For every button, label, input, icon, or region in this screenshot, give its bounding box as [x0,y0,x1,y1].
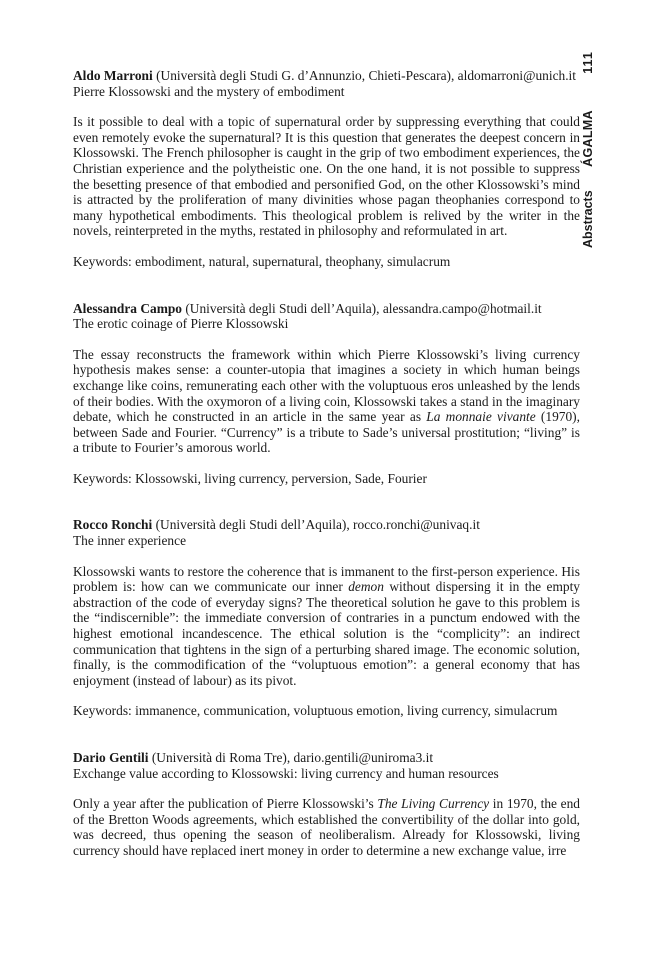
abstract-title: The inner experience [73,533,187,549]
abstract-text-part: without dispersing it in the empty abstraction of the code of everyday signs? The theoretical solution he gave to this problem is the “indiscernible”: the immediate conversion of contraries in a punctum endowed with the highest emotional incandescence. The ethical solution is the “complicity”: an indirect communication that tightens in the sign of a perturbing shared image. The economic solution, finally, is the commodification of the “voluptuous emotion”: a general economy that has enjoyment (instead of labour) as its pivot. [73,579,580,688]
abstract-text-part: Klossowski wants to restore the coherence that is immanent to the first-person experience. His problem is: how can we communicate our inner [73,563,580,595]
abstract-title: The erotic coinage of Pierre Klossowski [73,316,289,332]
author-name: Rocco Ronchi [73,517,153,533]
italic-term: demon [348,579,384,595]
author-line [73,68,580,84]
author-name: Aldo Marroni [73,68,153,83]
author-name: Alessandra Campo [73,300,182,316]
running-head-journal: ÁGALMA [581,110,595,167]
running-head-section: Abstracts [581,190,595,248]
abstract-text [73,347,580,456]
author-line [73,750,580,766]
abstract-entry-campo [73,301,580,487]
author-affiliation: (Università degli Studi dell’Aquila), alessandra.campo@hotmail.it [182,300,542,316]
author-affiliation: (Università degli Studi dell’Aquila), rocco.ronchi@univaq.it [152,517,480,533]
abstract-text-part: The essay reconstructs the framework within which Pierre Klossowski’s living currency hypothesis makes sense: a counter-utopia that imagines a society in which human beings exchange like coins, remunerating each other with the voluptuous eros unleashed by the lends of their bodies. With the oxymoron of a living coin, Klossowski takes a stand in the imaginary debate, which he constructed in an article in the same year as [73,346,580,425]
author-line [73,517,580,533]
keywords-line: Keywords: embodiment, natural, supernatural, theophany, simulacrum [73,253,451,269]
abstracts-body [73,68,580,859]
abstract-entry-marroni [73,68,580,270]
page-number: 111 [581,51,595,74]
abstract-text [73,564,580,689]
abstract-entry-gentili [73,750,580,859]
abstract-text-part: (1970), between Sade and Fourier. “Currency” is a tribute to Sade’s universal prostitution; “living” is a tribute to Fourier’s amorous world. [73,409,580,456]
author-name: Dario Gentili [73,750,149,765]
abstract-text-part: Is it possible to deal with a topic of supernatural order by suppressing everything that could even remotely evoke the supernatural? It is this question that generates the deepest concern in Klossowski. The French philosopher is caught in the grip of two embodiment experiences, the Christian experience and the polytheistic one. On the one hand, it is not possible to suppress the besetting presence of that embodied and personified God, on the other Klossowski’s mind is attracted by the proliferation of many divinities whose pagan theophanies correspond to many hypothetical embodiments. This theological problem is relived by the writer in the novels, reinterpreted in the myths, restated in philosophy and reformulated in art. [73,114,580,239]
abstract-title: Exchange value according to Klossowski: living currency and human resources [73,765,499,781]
author-affiliation: (Università di Roma Tre), dario.gentili@uniroma3.it [148,750,434,765]
abstract-text [73,796,580,858]
abstract-entry-ronchi [73,517,580,719]
italic-work-title: La monnaie vivante [426,409,536,425]
italic-work-title: The Living Currency [377,796,490,812]
abstract-title: Pierre Klossowski and the mystery of embodiment [73,83,345,99]
abstract-text [73,114,580,239]
author-affiliation: (Università degli Studi G. d’Annunzio, Chieti-Pescara), aldomarroni@unich.it [152,68,576,83]
author-line [73,301,580,317]
keywords-line: Keywords: immanence, communication, voluptuous emotion, living currency, simulacrum [73,703,558,719]
keywords-line: Keywords: Klossowski, living currency, perversion, Sade, Fourier [73,470,427,486]
abstract-text-part: Only a year after the publication of Pierre Klossowski’s [73,796,378,812]
abstract-text-part: in 1970, the end of the Bretton Woods agreements, which established the convertibility of the dollar into gold, was decreed, thus opening the season of neoliberalism. Already for Klossowski, living currency should have replaced inert money in order to determine a new exchange value, irre [73,796,580,858]
